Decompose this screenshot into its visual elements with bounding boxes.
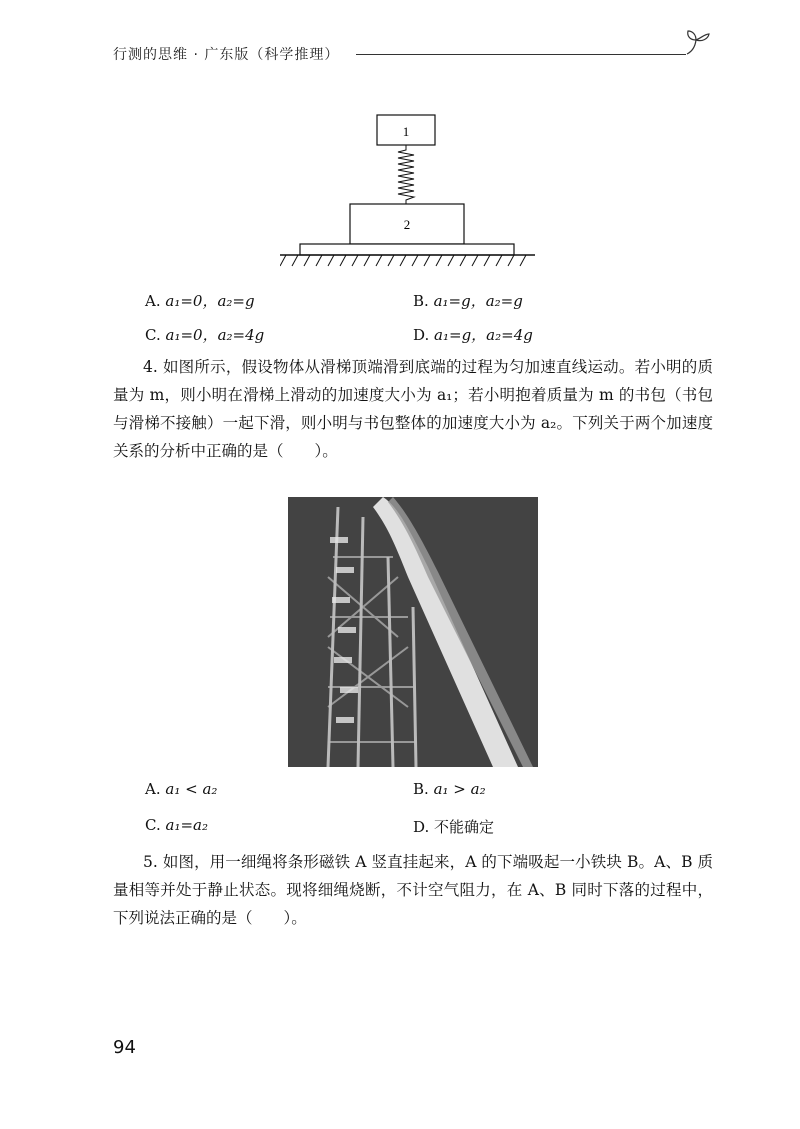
base-plate (300, 244, 514, 255)
block-1-label: 1 (402, 124, 410, 139)
spring-blocks-figure (280, 110, 540, 270)
sprout-icon (683, 26, 713, 56)
slide-photo-image (288, 497, 538, 767)
slide-photo (288, 497, 538, 767)
q4-option-d[interactable]: D. 不能确定 (413, 818, 495, 836)
q3-option-c[interactable]: C. a₁=0，a₂=4g (145, 326, 265, 344)
q4-option-b[interactable]: B. a₁ > a₂ (413, 780, 486, 798)
q3-option-a[interactable]: A. a₁=0，a₂=g (145, 292, 255, 310)
running-header: 行测的思维 · 广东版（科学推理） (113, 47, 340, 63)
q3-option-b[interactable]: B. a₁=g，a₂=g (413, 292, 523, 310)
page-number: 94 (113, 1037, 136, 1058)
q4-option-a[interactable]: A. a₁ < a₂ (145, 780, 218, 798)
question-4-text: 4. 如图所示，假设物体从滑梯顶端滑到底端的过程为匀加速直线运动。若小明的质量为 m，则小明在滑梯上滑动的加速度大小为 a₁；若小明抱着质量为 m 的书包（书包与滑梯不接触）一起下滑，则小明与书包整体的加速度大小为 a₂。下列关于两个加速度关系的分析中正确的是（ ）。 (113, 358, 713, 460)
block-2-label: 2 (403, 217, 411, 232)
spring (398, 145, 414, 204)
ground-hatching (280, 255, 526, 266)
header-rule (356, 54, 686, 55)
question-5-text: 5. 如图，用一细绳将条形磁铁 A 竖直挂起来，A 的下端吸起一小铁块 B。A、B 质量相等并处于静止状态。现将细绳烧断，不计空气阻力，在 A、B 同时下落的过程中，下列说法正确的是（ ）。 (113, 853, 713, 927)
q3-option-d[interactable]: D. a₁=g，a₂=4g (413, 326, 533, 344)
q4-option-c[interactable]: C. a₁=a₂ (145, 816, 208, 834)
